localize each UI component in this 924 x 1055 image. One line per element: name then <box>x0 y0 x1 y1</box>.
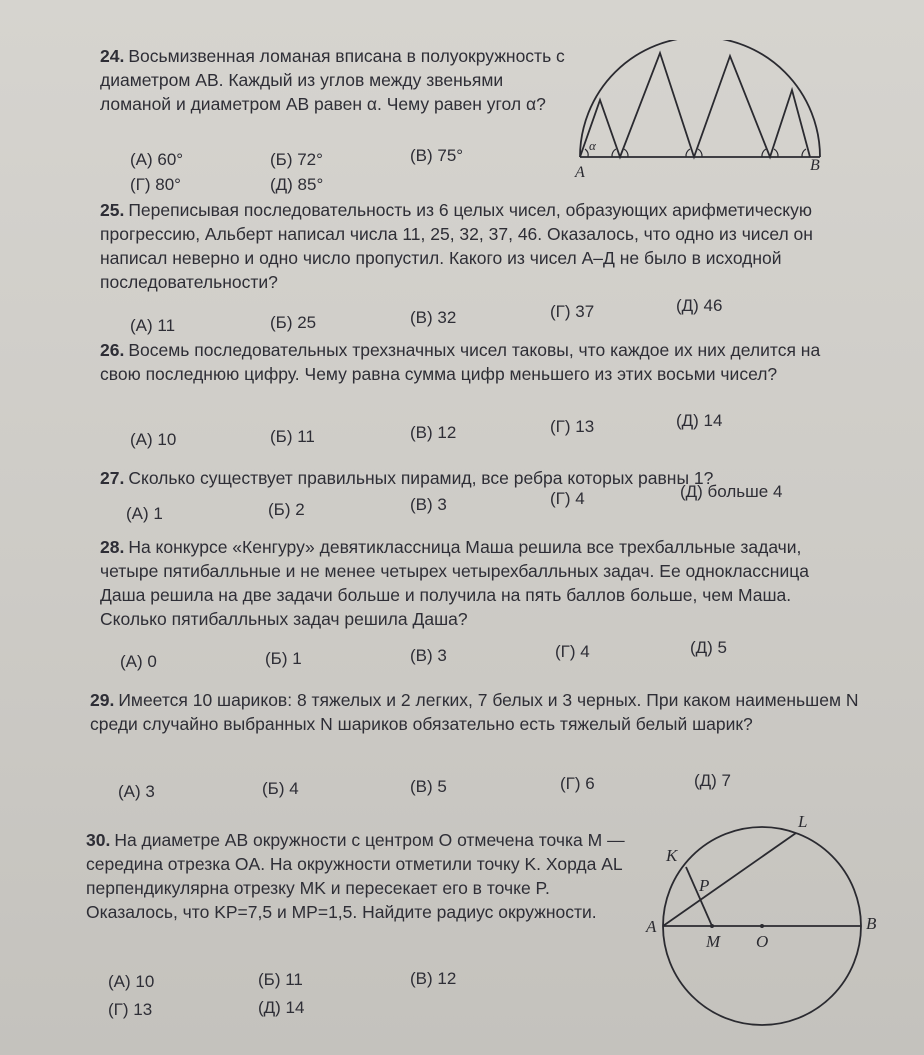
chord-al <box>663 833 796 926</box>
angle-mark-1 <box>585 149 588 157</box>
problem-24-statement <box>100 44 570 116</box>
problem-28-number: 28. <box>100 537 125 557</box>
problem-28-option-c[interactable]: (В) 3 <box>410 646 447 665</box>
problem-30-option-e[interactable]: (Д) 14 <box>258 998 305 1017</box>
problem-30-option-b[interactable]: (Б) 11 <box>258 970 303 989</box>
problem-30-statement <box>86 828 626 924</box>
problem-24-option-c[interactable]: (В) 75° <box>410 146 464 165</box>
problem-26-option-e[interactable]: (Д) 14 <box>676 411 723 430</box>
problem-26-text: Восемь последовательных трехзначных чисел таковы, что каждое их них делится на свою последнюю цифру. Чему равна сумма цифр меньшего из этих восьми чисел? <box>100 340 821 384</box>
problem-27-option-b[interactable]: (Б) 2 <box>268 500 305 519</box>
point-m <box>710 924 714 928</box>
problem-26-number: 26. <box>100 340 125 360</box>
problem-29-option-d[interactable]: (Г) 6 <box>560 774 595 793</box>
angle-mark-8 <box>802 149 806 157</box>
problem-29-statement <box>90 688 860 736</box>
problem-28 <box>100 535 855 631</box>
problem-24 <box>100 44 570 116</box>
figure-label-a: A <box>575 164 585 180</box>
problem-25-statement <box>100 198 840 294</box>
problem-26-statement <box>100 338 840 386</box>
problem-30-text: На диаметре AB окружности с центром O отмечена точка M — середина отрезка OA. На окружности отметили точку K. Хорда AL перпендикулярна отрезку MK и пересекает его в точке P. Оказалось, что KP=7,5 и MP=1,5. Найдите радиус окружности. <box>86 830 625 922</box>
problem-30-figure <box>640 805 890 1045</box>
angle-mark-5 <box>698 149 702 157</box>
figure-label-o: O <box>756 932 769 951</box>
figure-label-p: P <box>699 876 710 895</box>
problem-30 <box>86 828 626 924</box>
angle-mark-7 <box>774 149 778 157</box>
problem-24-number: 24. <box>100 46 125 66</box>
problem-24-text: Восьмизвенная ломаная вписана в полуокружность с диаметром AB. Каждый из углов между звеньями ломаной и диаметром AB равен α. Чему равен угол α? <box>100 46 565 114</box>
figure-label-b: B <box>866 914 877 933</box>
problem-27-option-a[interactable]: (А) 1 <box>126 504 163 523</box>
problem-27-option-c[interactable]: (В) 3 <box>410 495 447 514</box>
figure-label-k: K <box>666 846 678 865</box>
problem-29 <box>90 688 860 736</box>
inscribed-polyline <box>580 53 810 157</box>
problem-24-option-e[interactable]: (Д) 85° <box>270 175 324 194</box>
problem-25-option-d[interactable]: (Г) 37 <box>550 302 595 321</box>
problem-28-option-e[interactable]: (Д) 5 <box>690 638 728 657</box>
figure-label-b: B <box>810 157 820 174</box>
problem-26-option-a[interactable]: (А) 10 <box>130 430 177 449</box>
problem-28-statement <box>100 535 855 631</box>
problem-25-option-e[interactable]: (Д) 46 <box>676 296 723 315</box>
problem-25-option-a[interactable]: (А) 11 <box>130 316 176 335</box>
problem-26 <box>100 338 840 386</box>
problem-27-number: 27. <box>100 468 125 488</box>
problem-30-option-a[interactable]: (А) 10 <box>108 972 155 991</box>
problem-28-option-d[interactable]: (Г) 4 <box>555 642 590 661</box>
problem-25-option-c[interactable]: (В) 32 <box>410 308 457 327</box>
problem-29-option-b[interactable]: (Б) 4 <box>262 779 299 798</box>
angle-mark-2 <box>612 149 616 157</box>
angle-mark-3 <box>624 149 628 157</box>
problem-29-option-c[interactable]: (В) 5 <box>410 777 447 796</box>
problem-25-number: 25. <box>100 200 125 220</box>
problem-24-option-a[interactable]: (А) 60° <box>130 150 184 169</box>
point-o <box>760 924 764 928</box>
problem-27-option-e[interactable]: (Д) больше 4 <box>680 482 783 501</box>
problem-26-option-b[interactable]: (Б) 11 <box>270 427 315 446</box>
figure-label-m: M <box>706 932 721 951</box>
problem-28-option-a[interactable]: (А) 0 <box>120 652 157 671</box>
problem-30-number: 30. <box>86 830 111 850</box>
figure-label-alpha: α <box>589 138 596 153</box>
problem-29-option-a[interactable]: (А) 3 <box>118 782 155 801</box>
problem-29-number: 29. <box>90 690 115 710</box>
problem-25-option-b[interactable]: (Б) 25 <box>270 313 317 332</box>
problem-26-option-c[interactable]: (В) 12 <box>410 423 457 442</box>
angle-mark-6 <box>762 149 766 157</box>
problem-30-option-c[interactable]: (В) 12 <box>410 969 457 988</box>
problem-24-option-b[interactable]: (Б) 72° <box>270 150 323 169</box>
problem-28-option-b[interactable]: (Б) 1 <box>265 649 302 668</box>
figure-label-l: L <box>798 812 808 831</box>
problem-28-text: На конкурсе «Кенгуру» девятиклассница Маша решила все трехбалльные задачи, четыре пятибалльные и не менее четырех четырехбалльных задач. Ее одноклассница Даша решила на две задачи больше и получила на пять баллов больше, чем Маша. Сколько пятибалльных задач решила Даша? <box>100 537 809 629</box>
problem-25 <box>100 198 840 294</box>
problem-24-figure <box>572 40 830 180</box>
figure-label-a: A <box>646 917 657 936</box>
problem-29-text: Имеется 10 шариков: 8 тяжелых и 2 легких, 7 белых и 3 черных. При каком наименьшем N среди случайно выбранных N шариков обязательно есть тяжелый белый шарик? <box>90 690 859 734</box>
problem-29-option-e[interactable]: (Д) 7 <box>694 771 732 790</box>
problem-27-option-d[interactable]: (Г) 4 <box>550 489 585 508</box>
problem-26-option-d[interactable]: (Г) 13 <box>550 417 595 436</box>
problem-24-option-d[interactable]: (Г) 80° <box>130 175 181 194</box>
problem-30-option-d[interactable]: (Г) 13 <box>108 1000 153 1019</box>
problem-27-text: Сколько существует правильных пирамид, все ребра которых равны 1? <box>128 468 714 488</box>
angle-mark-4 <box>686 149 690 157</box>
problem-25-text: Переписывая последовательность из 6 целых чисел, образующих арифметическую прогрессию, Альберт написал числа 11, 25, 32, 37, 46. Оказалось, что одно из чисел он написал неверно и одно число пропустил. Какого из чисел А–Д не было в исходной последовательности? <box>100 200 813 292</box>
